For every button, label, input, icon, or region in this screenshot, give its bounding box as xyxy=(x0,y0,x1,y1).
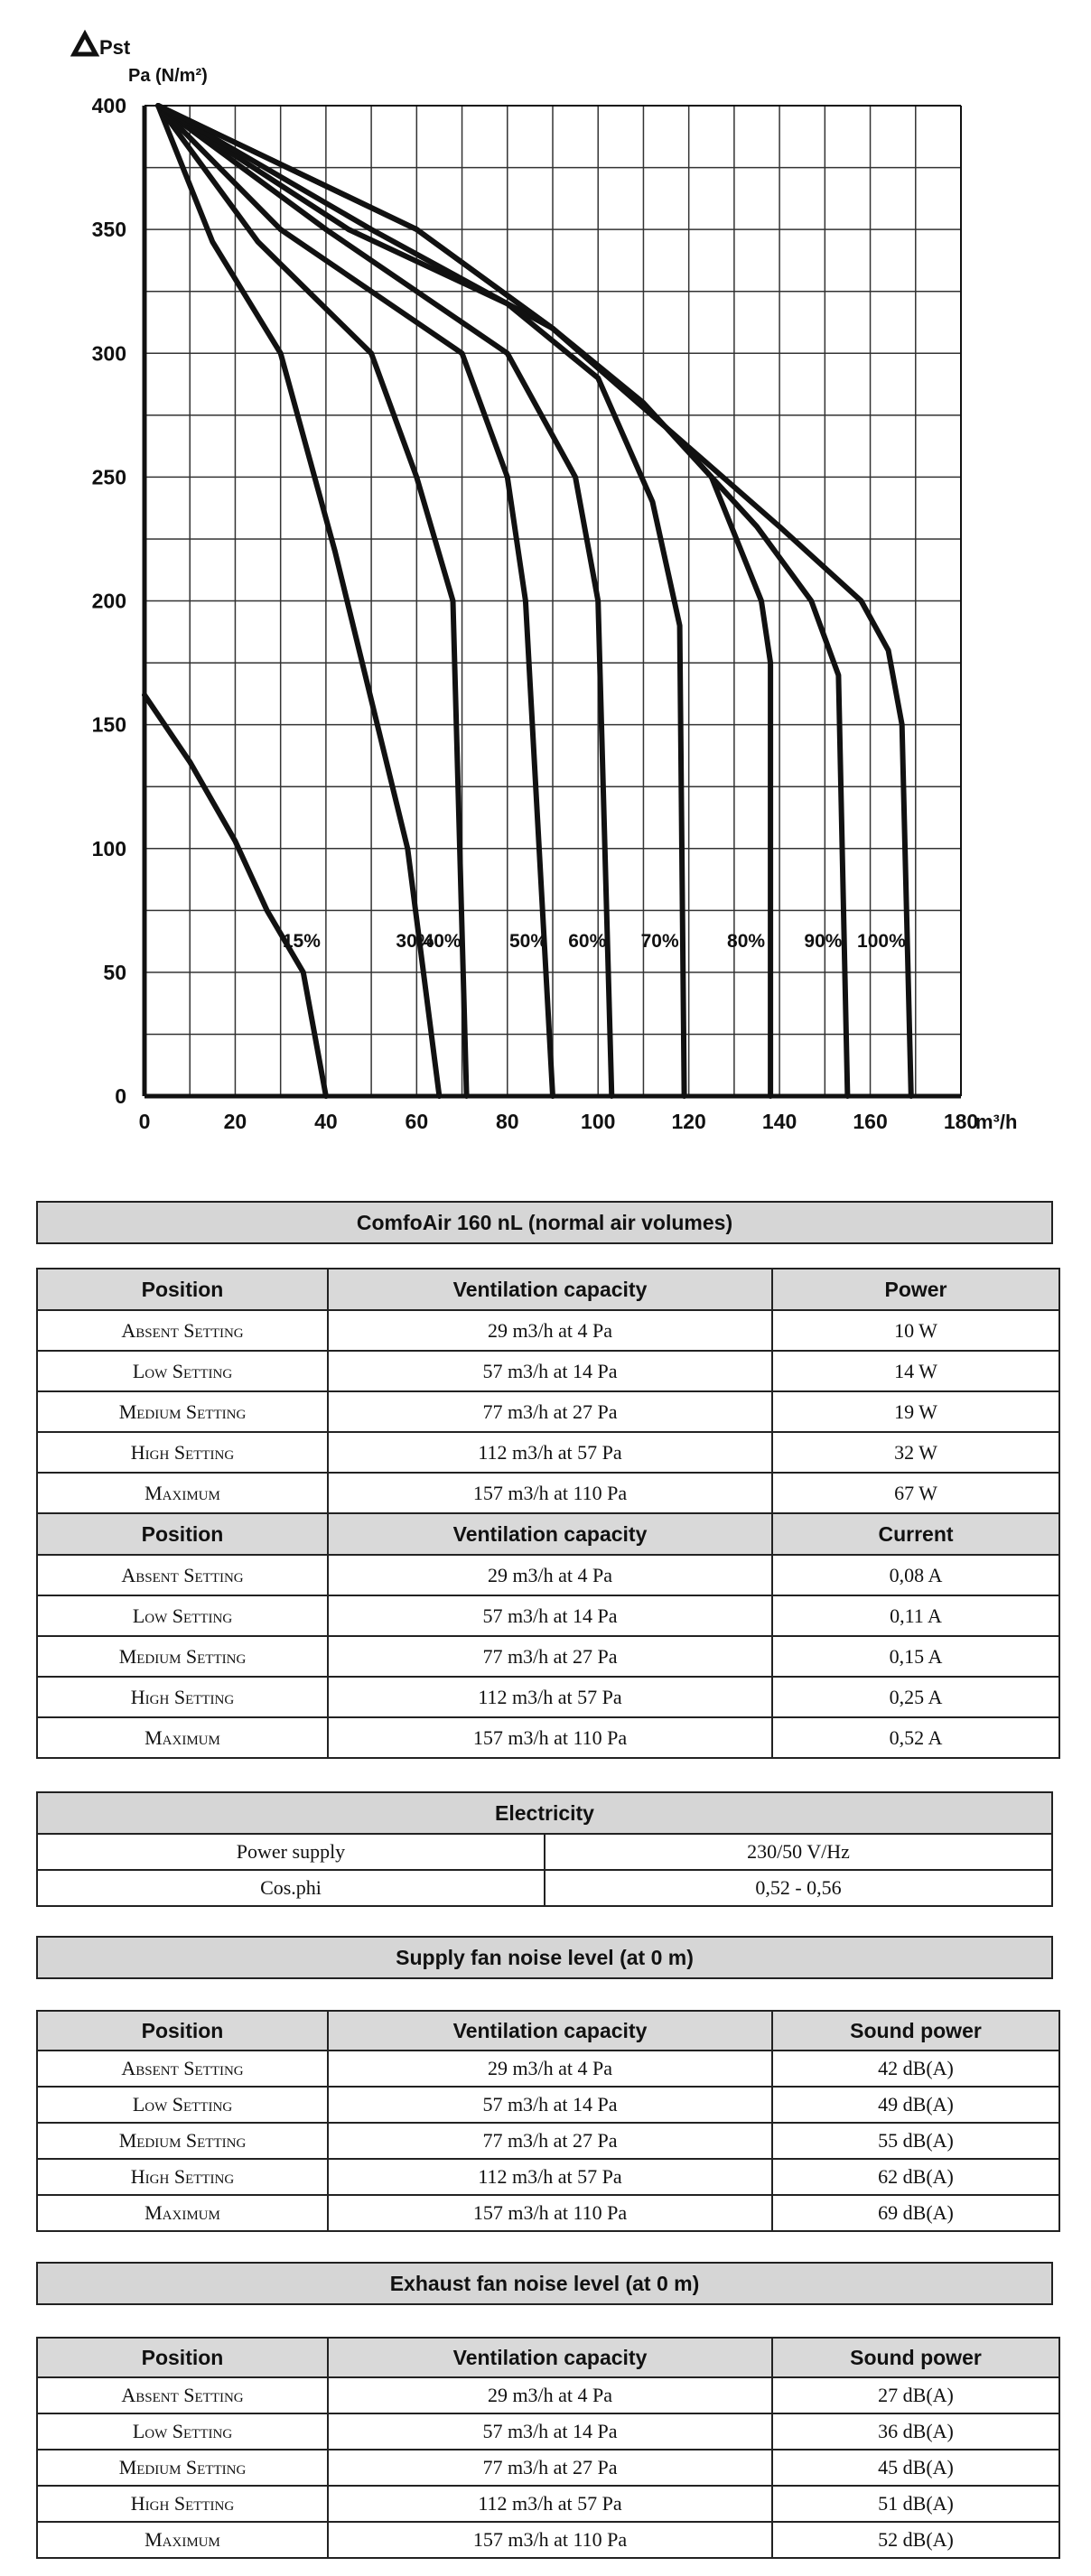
capacity-cell: 29 m3/h at 4 Pa xyxy=(328,2051,772,2087)
position-cell: Absent Setting xyxy=(37,1555,328,1595)
y-tick-label: 350 xyxy=(91,218,126,242)
exhaust-table-row xyxy=(37,2377,1059,2413)
current-table-row xyxy=(37,1636,1059,1677)
current-table-row xyxy=(37,1717,1059,1758)
y-tick-label: 50 xyxy=(103,960,126,984)
supply-table-row xyxy=(37,2051,1059,2087)
position-cell: Maximum xyxy=(37,1473,328,1513)
x-tick-label: 140 xyxy=(761,1110,797,1133)
position-cell: Medium Setting xyxy=(37,1391,328,1432)
capacity-cell: 29 m3/h at 4 Pa xyxy=(328,1310,772,1351)
position-cell: Medium Setting xyxy=(37,1636,328,1677)
y-tick-label: 150 xyxy=(91,712,126,737)
capacity-cell: 57 m3/h at 14 Pa xyxy=(328,1595,772,1636)
position-cell: Absent Setting xyxy=(37,2377,328,2413)
column-header-position: Position xyxy=(37,1513,328,1555)
exhaust-noise-title-bar xyxy=(36,2262,1053,2305)
column-header-position: Position xyxy=(37,1269,328,1310)
column-header-position: Position xyxy=(37,2011,328,2051)
electricity-label: Power supply xyxy=(37,1834,545,1870)
value-cell: 32 W xyxy=(772,1432,1059,1473)
electricity-header-row xyxy=(37,1792,1052,1834)
x-tick-label: 120 xyxy=(671,1110,706,1133)
capacity-cell: 157 m3/h at 110 Pa xyxy=(328,1473,772,1513)
series-label-30: 30% xyxy=(396,931,434,953)
electricity-value: 0,52 - 0,56 xyxy=(545,1870,1052,1906)
x-tick-labels xyxy=(139,1110,979,1133)
capacity-cell: 112 m3/h at 57 Pa xyxy=(328,1677,772,1717)
column-header-ventilation-capacity: Ventilation capacity xyxy=(328,2338,772,2377)
position-cell: High Setting xyxy=(37,1677,328,1717)
series-label-90: 90% xyxy=(804,931,843,953)
position-cell: Maximum xyxy=(37,1717,328,1758)
delta-symbol xyxy=(74,34,96,54)
x-tick-label: 20 xyxy=(223,1110,247,1133)
value-cell: 0,25 A xyxy=(772,1677,1059,1717)
capacity-cell: 112 m3/h at 57 Pa xyxy=(328,2159,772,2195)
position-cell: Maximum xyxy=(37,2522,328,2558)
value-cell: 69 dB(A) xyxy=(772,2195,1059,2231)
fan-curve-chart xyxy=(0,0,1091,1165)
electricity-title: Electricity xyxy=(37,1792,1052,1834)
column-header-ventilation-capacity: Ventilation capacity xyxy=(328,1269,772,1310)
value-cell: 49 dB(A) xyxy=(772,2087,1059,2123)
main-title-bar xyxy=(36,1201,1053,1244)
supply-table-row xyxy=(37,2159,1059,2195)
value-cell: 55 dB(A) xyxy=(772,2123,1059,2159)
current-table-row xyxy=(37,1555,1059,1595)
position-cell: Absent Setting xyxy=(37,2051,328,2087)
position-cell: Low Setting xyxy=(37,2413,328,2450)
capacity-cell: 112 m3/h at 57 Pa xyxy=(328,1432,772,1473)
current-table-row xyxy=(37,1677,1059,1717)
capacity-cell: 77 m3/h at 27 Pa xyxy=(328,1636,772,1677)
series-label-40: 40% xyxy=(423,931,462,953)
value-cell: 36 dB(A) xyxy=(772,2413,1059,2450)
column-header-current: Current xyxy=(772,1513,1059,1555)
series-label-80: 80% xyxy=(727,931,766,953)
y-tick-label: 0 xyxy=(115,1084,126,1108)
position-cell: Low Setting xyxy=(37,1595,328,1636)
position-cell: Low Setting xyxy=(37,2087,328,2123)
electricity-value: 230/50 V/Hz xyxy=(545,1834,1052,1870)
exhaust-table-row xyxy=(37,2413,1059,2450)
supply-noise-title: Supply fan noise level (at 0 m) xyxy=(396,1945,694,1969)
capacity-cell: 29 m3/h at 4 Pa xyxy=(328,1555,772,1595)
x-tick-label: 100 xyxy=(581,1110,616,1133)
capacity-cell: 77 m3/h at 27 Pa xyxy=(328,2450,772,2486)
y-tick-label: 200 xyxy=(91,589,126,613)
position-cell: Medium Setting xyxy=(37,2123,328,2159)
capacity-cell: 112 m3/h at 57 Pa xyxy=(328,2486,772,2522)
position-cell: Low Setting xyxy=(37,1351,328,1391)
value-cell: 42 dB(A) xyxy=(772,2051,1059,2087)
main-title: ComfoAir 160 nL (normal air volumes) xyxy=(356,1210,733,1234)
value-cell: 10 W xyxy=(772,1310,1059,1351)
supply-noise-table xyxy=(36,2010,1060,2232)
capacity-cell: 57 m3/h at 14 Pa xyxy=(328,2413,772,2450)
electricity-row xyxy=(37,1834,1052,1870)
position-cell: High Setting xyxy=(37,1432,328,1473)
value-cell: 19 W xyxy=(772,1391,1059,1432)
exhaust-noise-table xyxy=(36,2337,1060,2559)
power-table-row xyxy=(37,1351,1059,1391)
capacity-cell: 77 m3/h at 27 Pa xyxy=(328,1391,772,1432)
series-label-100: 100% xyxy=(857,931,906,953)
capacity-cell: 57 m3/h at 14 Pa xyxy=(328,2087,772,2123)
column-header-sound-power: Sound power xyxy=(772,2338,1059,2377)
position-cell: High Setting xyxy=(37,2486,328,2522)
y-tick-label: 250 xyxy=(91,465,126,489)
value-cell: 67 W xyxy=(772,1473,1059,1513)
value-cell: 51 dB(A) xyxy=(772,2486,1059,2522)
electricity-table xyxy=(36,1791,1053,1907)
series-label-60: 60% xyxy=(568,931,607,953)
value-cell: 62 dB(A) xyxy=(772,2159,1059,2195)
series-label-70: 70% xyxy=(640,931,679,953)
y-tick-label: 400 xyxy=(91,94,126,117)
capacity-cell: 57 m3/h at 14 Pa xyxy=(328,1351,772,1391)
x-tick-label: 160 xyxy=(853,1110,888,1133)
x-tick-label: 180 xyxy=(943,1110,979,1133)
value-cell: 0,52 A xyxy=(772,1717,1059,1758)
column-header-power: Power xyxy=(772,1269,1059,1310)
x-tick-label: 60 xyxy=(405,1110,429,1133)
x-tick-label: 0 xyxy=(138,1110,151,1133)
y-axis-symbol: Pst xyxy=(99,36,131,59)
supply-table-row xyxy=(37,2195,1059,2231)
series-label-50: 50% xyxy=(508,931,547,953)
electricity-label: Cos.phi xyxy=(37,1870,545,1906)
power-current-table xyxy=(36,1268,1060,1759)
capacity-cell: 157 m3/h at 110 Pa xyxy=(328,1717,772,1758)
position-cell: High Setting xyxy=(37,2159,328,2195)
y-axis-unit: Pa (N/m²) xyxy=(128,66,208,86)
series-labels xyxy=(283,931,906,952)
value-cell: 0,15 A xyxy=(772,1636,1059,1677)
y-tick-label: 100 xyxy=(91,836,126,860)
x-tick-label: 80 xyxy=(495,1110,519,1133)
power-table-row xyxy=(37,1391,1059,1432)
value-cell: 45 dB(A) xyxy=(772,2450,1059,2486)
exhaust-noise-title: Exhaust fan noise level (at 0 m) xyxy=(389,2271,700,2295)
capacity-cell: 77 m3/h at 27 Pa xyxy=(328,2123,772,2159)
value-cell: 52 dB(A) xyxy=(772,2522,1059,2558)
current-header-row xyxy=(37,1513,1059,1555)
exhaust-table-row xyxy=(37,2522,1059,2558)
column-header-sound-power: Sound power xyxy=(772,2011,1059,2051)
capacity-cell: 29 m3/h at 4 Pa xyxy=(328,2377,772,2413)
power-table-row xyxy=(37,1432,1059,1473)
position-cell: Absent Setting xyxy=(37,1310,328,1351)
value-cell: 27 dB(A) xyxy=(772,2377,1059,2413)
x-axis-unit: m³/h xyxy=(975,1111,1018,1133)
current-table-row xyxy=(37,1595,1059,1636)
x-tick-label: 40 xyxy=(314,1110,338,1133)
power-header-row xyxy=(37,1269,1059,1310)
position-cell: Medium Setting xyxy=(37,2450,328,2486)
column-header-ventilation-capacity: Ventilation capacity xyxy=(328,1513,772,1555)
y-tick-labels xyxy=(92,94,126,1108)
value-cell: 0,08 A xyxy=(772,1555,1059,1595)
exhaust-header-row xyxy=(37,2338,1059,2377)
capacity-cell: 157 m3/h at 110 Pa xyxy=(328,2522,772,2558)
capacity-cell: 157 m3/h at 110 Pa xyxy=(328,2195,772,2231)
position-cell: Maximum xyxy=(37,2195,328,2231)
y-tick-label: 300 xyxy=(91,341,126,366)
supply-header-row xyxy=(37,2011,1059,2051)
supply-table-row xyxy=(37,2087,1059,2123)
supply-table-row xyxy=(37,2123,1059,2159)
supply-noise-title-bar xyxy=(36,1936,1053,1979)
exhaust-table-row xyxy=(37,2450,1059,2486)
value-cell: 14 W xyxy=(772,1351,1059,1391)
exhaust-table-row xyxy=(37,2486,1059,2522)
series-label-15: 15% xyxy=(282,931,321,953)
power-table-row xyxy=(37,1310,1059,1351)
column-header-position: Position xyxy=(37,2338,328,2377)
power-table-row xyxy=(37,1473,1059,1513)
electricity-row xyxy=(37,1870,1052,1906)
column-header-ventilation-capacity: Ventilation capacity xyxy=(328,2011,772,2051)
value-cell: 0,11 A xyxy=(772,1595,1059,1636)
